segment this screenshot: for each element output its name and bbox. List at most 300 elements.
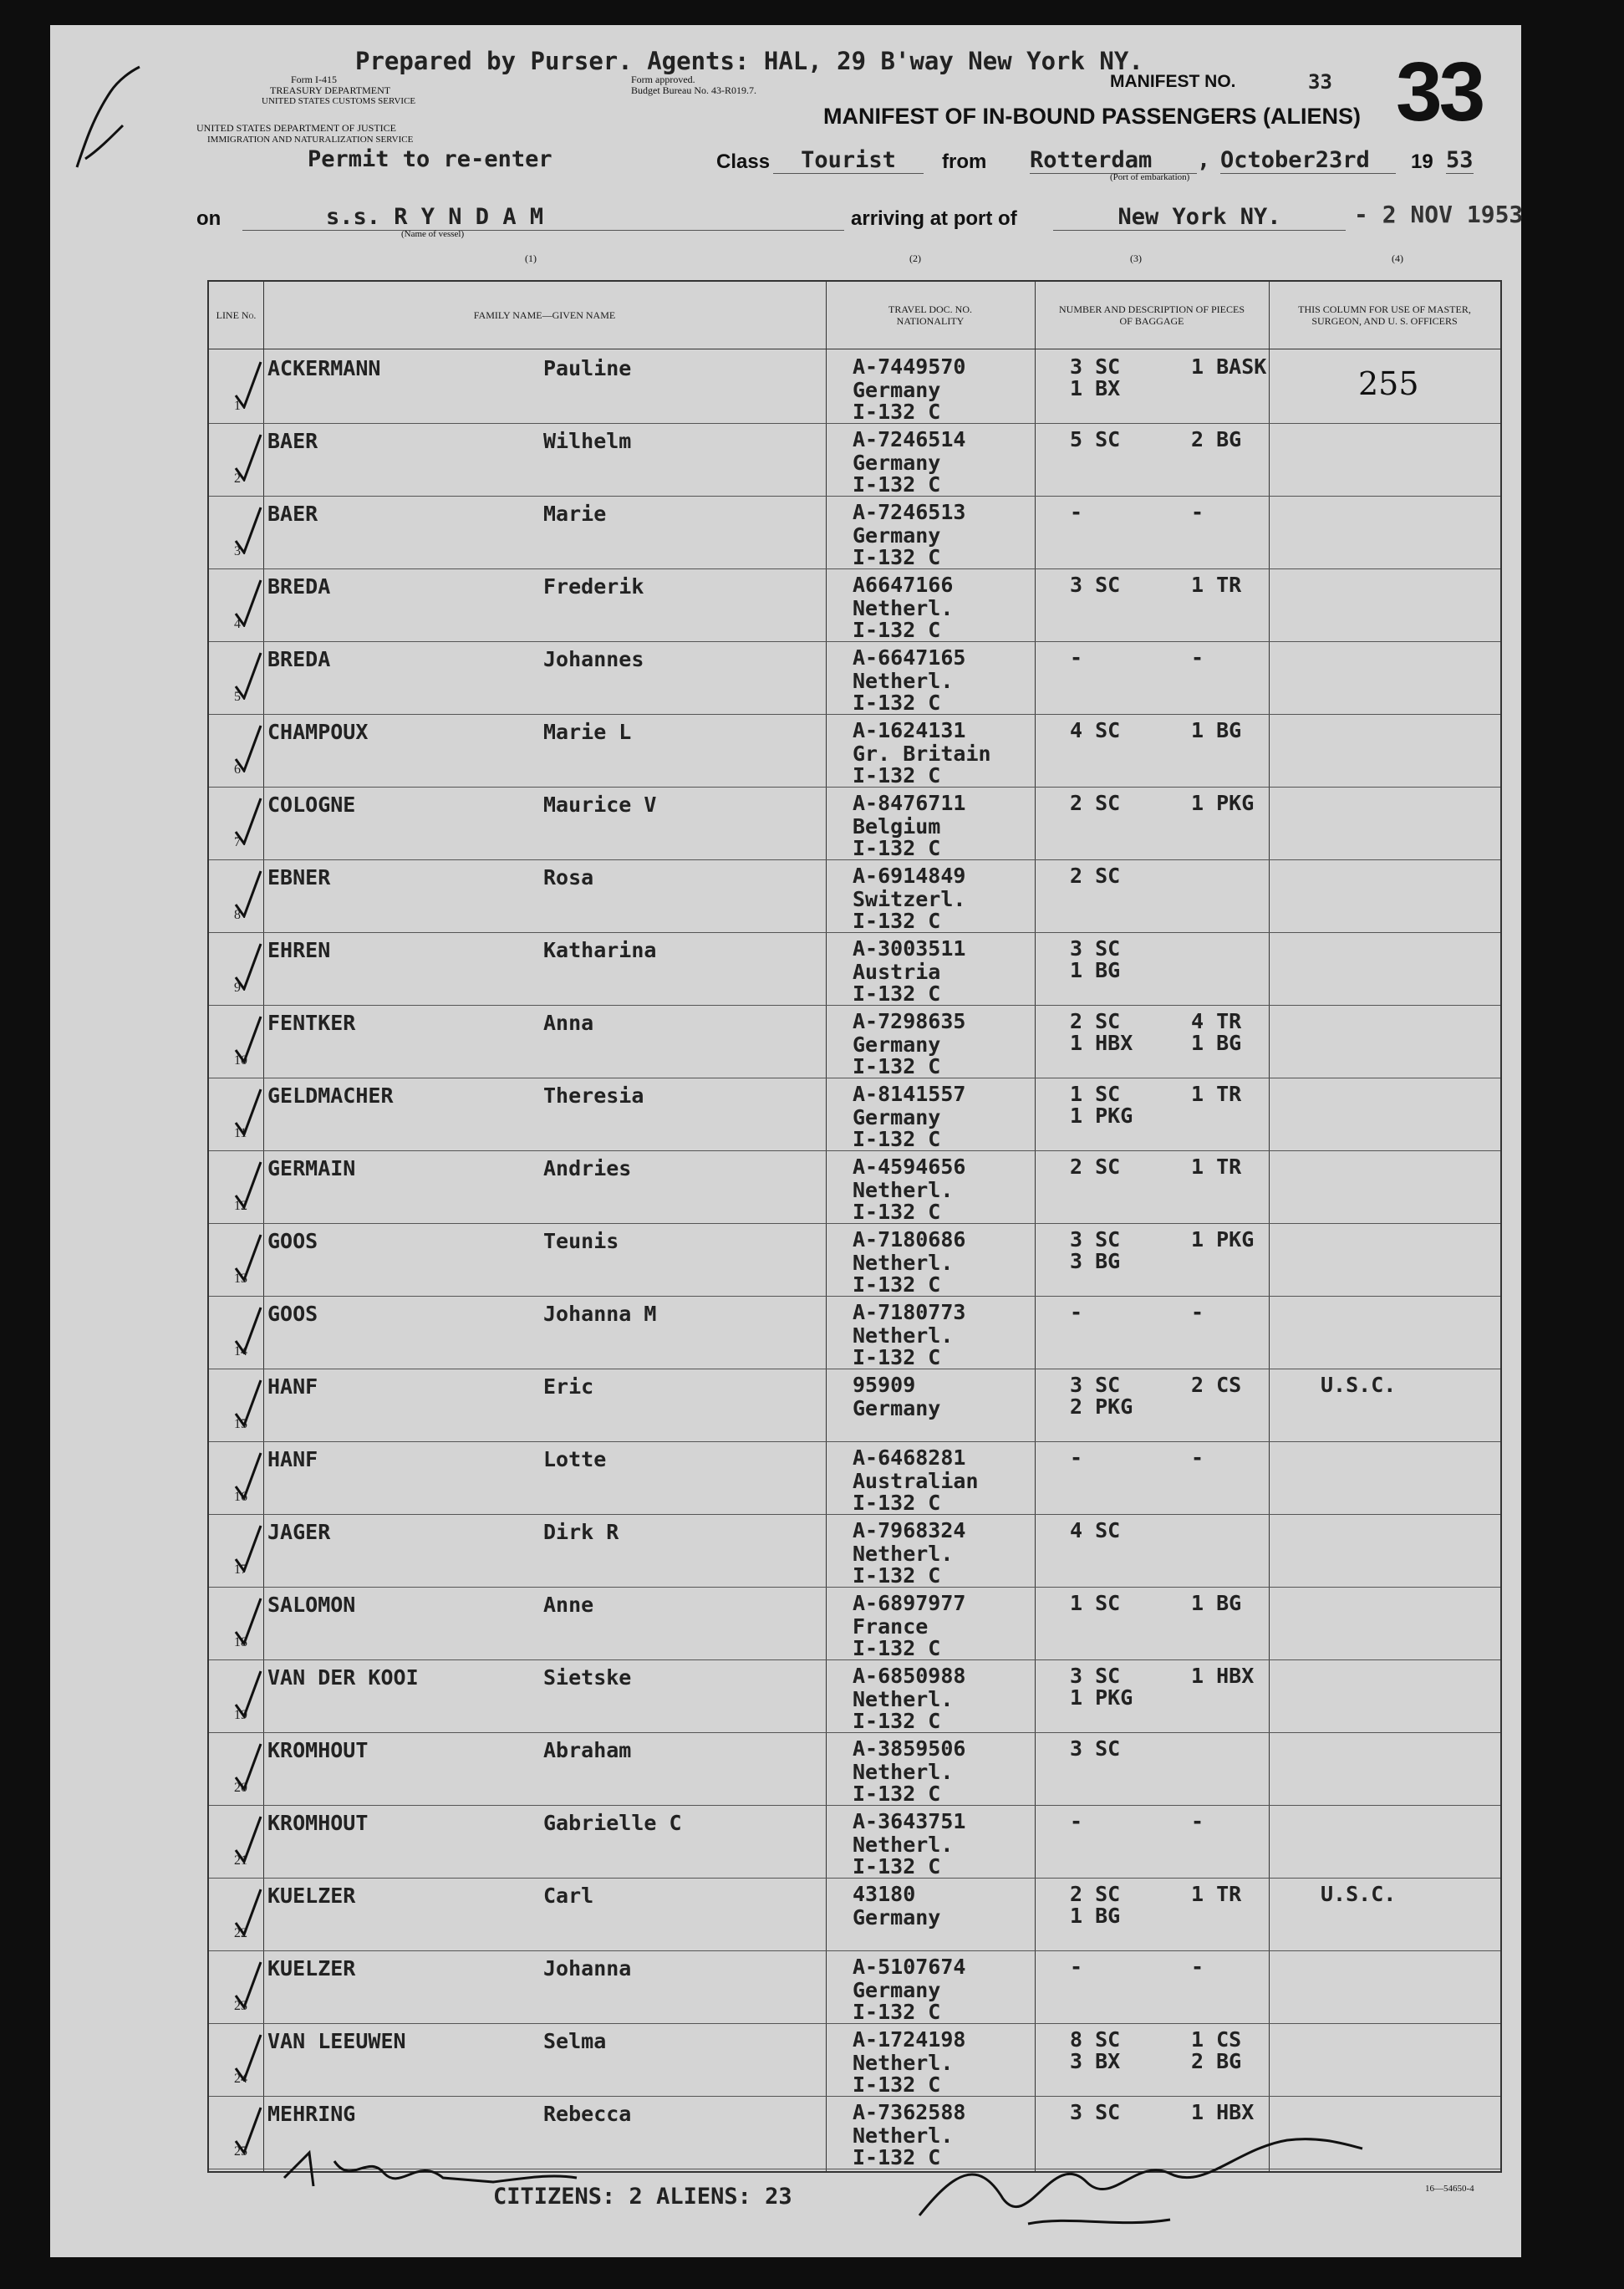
form-number: I-132 C (853, 1127, 941, 1151)
family-name: KUELZER (267, 1884, 356, 1908)
table-row (209, 1150, 1500, 1224)
baggage-col1: 5 SC (1070, 427, 1121, 451)
table-row (209, 1732, 1500, 1806)
nationality: Netherl. (853, 1833, 954, 1857)
given-name: Marie (543, 502, 607, 526)
table-row (209, 496, 1500, 569)
nationality: Austria (853, 960, 941, 984)
family-name: MEHRING (267, 2102, 356, 2126)
baggage-col2: 1 TR (1191, 1882, 1242, 1906)
baggage-col2-second: 1 BG (1191, 1031, 1242, 1055)
prepared-by-line: Prepared by Purser. Agents: HAL, 29 B'way New York NY. (355, 47, 1143, 75)
check-mark (232, 1813, 266, 1863)
travel-doc-number: A-6647165 (853, 645, 966, 670)
form-number: I-132 C (853, 400, 941, 424)
manifest-title: MANIFEST OF IN-BOUND PASSENGERS (ALIENS) (823, 104, 1362, 129)
check-mark (232, 1668, 266, 1718)
form-number: I-132 C (853, 1272, 941, 1297)
baggage-col1: 3 SC (1070, 354, 1121, 379)
nationality: Netherl. (853, 596, 954, 620)
nationality: Australian (853, 1469, 979, 1493)
header-family-name: FAMILY NAME—GIVEN NAME (473, 308, 616, 321)
form-number: I-132 C (853, 2000, 941, 2024)
given-name: Anne (543, 1593, 594, 1617)
given-name: Abraham (543, 1738, 632, 1762)
travel-doc-number: A-7180773 (853, 1300, 966, 1324)
line-number: 6 (234, 762, 241, 777)
baggage-col2: 1 PKG (1191, 1227, 1255, 1252)
baggage-col2: - (1191, 1300, 1204, 1324)
family-name: KUELZER (267, 1956, 356, 1981)
year-prefix: 19 (1411, 150, 1433, 173)
nationality: Switzerl. (853, 887, 966, 911)
nationality: France (853, 1614, 929, 1639)
travel-doc-number: A-8141557 (853, 1082, 966, 1106)
check-mark (232, 504, 266, 554)
baggage-col1-second: 1 PKG (1070, 1104, 1133, 1128)
officer-note: 255 (1358, 365, 1419, 402)
line-number: 11 (234, 1126, 247, 1140)
family-name: ACKERMANN (267, 356, 381, 380)
nationality: Netherl. (853, 1251, 954, 1275)
travel-doc-number: A-7298635 (853, 1009, 966, 1033)
baggage-col2: 4 TR (1191, 1009, 1242, 1033)
line-number: 23 (234, 1999, 247, 2013)
family-name: BREDA (267, 574, 331, 599)
arrival-date-stamp: - 2 NOV 1953 (1354, 201, 1524, 228)
table-row (209, 1950, 1500, 2024)
travel-doc-number: A-1724198 (853, 2027, 966, 2052)
given-name: Frederik (543, 574, 644, 599)
nationality: Germany (853, 1032, 941, 1057)
travel-doc-number: A-3003511 (853, 936, 966, 961)
family-name: BREDA (267, 647, 331, 671)
check-mark (232, 1959, 266, 2009)
given-name: Maurice V (543, 793, 657, 817)
customs-service: UNITED STATES CUSTOMS SERVICE (262, 96, 416, 106)
family-name: JAGER (267, 1520, 331, 1544)
check-mark (232, 359, 266, 409)
check-mark (232, 722, 266, 772)
form-number: I-132 C (853, 1491, 941, 1515)
nationality: Netherl. (853, 669, 954, 693)
table-row (209, 1441, 1500, 1515)
check-mark (232, 1377, 266, 1427)
check-mark (232, 2032, 266, 2082)
check-mark (232, 1159, 266, 1209)
ins-line: IMMIGRATION AND NATURALIZATION SERVICE (207, 135, 414, 145)
table-row (209, 2023, 1500, 2097)
travel-doc-number: A-7180686 (853, 1227, 966, 1252)
travel-doc-number: 43180 (853, 1882, 916, 1906)
form-number: I-132 C (853, 1636, 941, 1660)
line-number: 20 (234, 1781, 247, 1795)
family-name: EHREN (267, 938, 331, 962)
baggage-col1: - (1070, 645, 1083, 670)
given-name: Johannes (543, 647, 644, 671)
line-number: 14 (234, 1344, 247, 1359)
baggage-col1: 4 SC (1070, 718, 1121, 742)
baggage-col2: 1 HBX (1191, 2100, 1255, 2124)
given-name: Andries (543, 1156, 632, 1180)
check-mark (232, 1086, 266, 1136)
form-number: I-132 C (853, 1854, 941, 1879)
travel-doc-number: A-6850988 (853, 1664, 966, 1688)
line-number: 22 (234, 1926, 247, 1940)
line-number: 12 (234, 1199, 247, 1213)
passenger-table (207, 280, 1502, 2173)
header-travel-doc: TRAVEL DOC. NO. NATIONALITY (888, 303, 972, 327)
nationality: Germany (853, 1105, 941, 1129)
table-row (209, 423, 1500, 497)
nationality: Netherl. (853, 2051, 954, 2075)
baggage-col2: 1 PKG (1191, 791, 1255, 815)
form-number: I-132 C (853, 545, 941, 569)
form-number: I-132 C (853, 691, 941, 715)
baggage-col2: 1 HBX (1191, 1664, 1255, 1688)
baggage-col1: 3 SC (1070, 2100, 1121, 2124)
line-number: 5 (234, 690, 241, 704)
baggage-col1: 1 SC (1070, 1082, 1121, 1106)
doj-line: UNITED STATES DEPARTMENT OF JUSTICE (196, 122, 397, 134)
baggage-col2: 1 BG (1191, 718, 1242, 742)
baggage-col2: - (1191, 1445, 1204, 1470)
line-number: 4 (234, 617, 241, 631)
from-label: from (942, 150, 987, 173)
nationality: Netherl. (853, 1323, 954, 1348)
baggage-col2: 1 BASK (1191, 354, 1267, 379)
baggage-col1-second: 1 BX (1070, 376, 1121, 400)
baggage-col1-second: 1 BG (1070, 1904, 1121, 1928)
class-value: Tourist (773, 147, 924, 174)
nationality: Gr. Britain (853, 742, 991, 766)
line-number: 8 (234, 908, 241, 922)
check-mark (232, 1013, 266, 1063)
check-mark (232, 1304, 266, 1354)
check-mark (232, 431, 266, 482)
line-number: 9 (234, 981, 241, 995)
baggage-col2: 2 CS (1191, 1373, 1242, 1397)
table-row (209, 932, 1500, 1006)
port-embark-caption: (Port of embarkation) (1110, 172, 1190, 182)
baggage-col2: 1 TR (1191, 1082, 1242, 1106)
check-mark (232, 1231, 266, 1282)
given-name: Carl (543, 1884, 594, 1908)
baggage-col1: 8 SC (1070, 2027, 1121, 2052)
travel-doc-number: A-7246514 (853, 427, 966, 451)
form-number: I-132 C (853, 2072, 941, 2097)
baggage-col1-second: 2 PKG (1070, 1394, 1133, 1419)
table-row (209, 1296, 1500, 1369)
class-label: Class (716, 150, 771, 173)
family-name: COLOGNE (267, 793, 356, 817)
form-number: I-132 C (853, 763, 941, 788)
check-mark (232, 1886, 266, 1936)
line-number: 10 (234, 1053, 247, 1068)
family-name: SALOMON (267, 1593, 356, 1617)
check-mark (232, 650, 266, 700)
form-number: I-132 C (853, 1782, 941, 1806)
nationality: Netherl. (853, 2123, 954, 2148)
baggage-col1-second: 1 HBX (1070, 1031, 1133, 1055)
given-name: Rosa (543, 865, 594, 890)
table-row (209, 1659, 1500, 1733)
check-mark (232, 577, 266, 627)
nationality: Germany (853, 1905, 941, 1930)
travel-doc-number: A-6897977 (853, 1591, 966, 1615)
check-mark (232, 2104, 266, 2154)
form-number: I-132 C (853, 618, 941, 642)
family-name: BAER (267, 502, 318, 526)
family-name: VAN LEEUWEN (267, 2029, 406, 2053)
nationality: Netherl. (853, 1542, 954, 1566)
line-number: 1 (234, 399, 241, 413)
table-row (209, 350, 1500, 424)
comma: , (1197, 147, 1211, 173)
table-row (209, 1078, 1500, 1151)
from-value: Rotterdam (1030, 147, 1197, 174)
family-name: HANF (267, 1447, 318, 1471)
baggage-col1: 2 SC (1070, 864, 1121, 888)
table-row (209, 1223, 1500, 1297)
given-name: Wilhelm (543, 429, 632, 453)
baggage-col2: - (1191, 500, 1204, 524)
table-row (209, 1514, 1500, 1588)
form-number: I-132 C (853, 1709, 941, 1733)
baggage-col2: - (1191, 645, 1204, 670)
family-name: VAN DER KOOI (267, 1665, 419, 1690)
vessel-name: s.s. R Y N D A M (242, 204, 844, 231)
header-line-no: LINE No. (216, 308, 257, 321)
line-number: 3 (234, 544, 241, 558)
baggage-col2: - (1191, 1809, 1204, 1833)
family-name: HANF (267, 1374, 318, 1399)
given-name: Johanna M (543, 1302, 657, 1326)
form-number: I-132 C (853, 836, 941, 860)
family-name: EBNER (267, 865, 331, 890)
family-name: BAER (267, 429, 318, 453)
travel-doc-number: A-3643751 (853, 1809, 966, 1833)
manifest-no-big: 33 (1396, 45, 1483, 139)
inspector-signature (276, 2136, 861, 2203)
table-row (209, 1878, 1500, 1951)
nationality: Germany (853, 523, 941, 548)
baggage-col1: 3 SC (1070, 1373, 1121, 1397)
table-row (209, 1005, 1500, 1078)
travel-doc-number: A-8476711 (853, 791, 966, 815)
baggage-col1: 2 SC (1070, 1882, 1121, 1906)
line-number: 17 (234, 1563, 247, 1577)
header-officers: THIS COLUMN FOR USE OF MASTER, SURGEON, AND U. S. OFFICERS (1298, 303, 1471, 327)
given-name: Selma (543, 2029, 607, 2053)
officer-signature (903, 2123, 1371, 2241)
nationality: Netherl. (853, 1178, 954, 1202)
family-name: KROMHOUT (267, 1738, 369, 1762)
line-number: 18 (234, 1635, 247, 1649)
given-name: Pauline (543, 356, 632, 380)
family-name: KROMHOUT (267, 1811, 369, 1835)
family-name: GOOS (267, 1302, 318, 1326)
table-row (209, 859, 1500, 933)
line-number: 2 (234, 472, 241, 486)
check-mark (232, 795, 266, 845)
given-name: Marie L (543, 720, 632, 744)
treasury-dept: TREASURY DEPARTMENT (270, 84, 391, 96)
travel-doc-number: A-6468281 (853, 1445, 966, 1470)
given-name: Dirk R (543, 1520, 619, 1544)
baggage-col1-second: 3 BG (1070, 1249, 1121, 1273)
form-number: I-132 C (853, 472, 941, 497)
baggage-col1: 4 SC (1070, 1518, 1121, 1542)
form-number: I-132 C (853, 1054, 941, 1078)
travel-doc-number: A-6914849 (853, 864, 966, 888)
baggage-col1: - (1070, 1955, 1083, 1979)
baggage-col1: 2 SC (1070, 1155, 1121, 1179)
baggage-col1: 3 SC (1070, 1664, 1121, 1688)
baggage-col1: 3 SC (1070, 1736, 1121, 1761)
corner-signature (60, 59, 160, 176)
col-num-1: (1) (525, 252, 537, 264)
given-name: Lotte (543, 1447, 607, 1471)
table-row (209, 1805, 1500, 1879)
line-number: 21 (234, 1853, 247, 1868)
travel-doc-number: A-7362588 (853, 2100, 966, 2124)
baggage-col1-second: 3 BX (1070, 2049, 1121, 2073)
given-name: Sietske (543, 1665, 632, 1690)
baggage-col1: 2 SC (1070, 791, 1121, 815)
check-mark (232, 1595, 266, 1645)
travel-doc-number: A-7968324 (853, 1518, 966, 1542)
table-row (209, 568, 1500, 642)
travel-doc-number: A-5107674 (853, 1955, 966, 1979)
family-name: GELDMACHER (267, 1083, 394, 1108)
family-name: CHAMPOUX (267, 720, 369, 744)
nationality: Belgium (853, 814, 941, 839)
baggage-col2: 1 CS (1191, 2027, 1242, 2052)
travel-doc-number: A-4594656 (853, 1155, 966, 1179)
travel-doc-number: A-7449570 (853, 354, 966, 379)
given-name: Teunis (543, 1229, 619, 1253)
check-mark (232, 941, 266, 991)
nationality: Germany (853, 378, 941, 402)
baggage-col1: 2 SC (1070, 1009, 1121, 1033)
form-number: I-132 C (853, 1563, 941, 1588)
family-name: GOOS (267, 1229, 318, 1253)
line-number: 25 (234, 2144, 247, 2159)
travel-doc-number: A-1624131 (853, 718, 966, 742)
officer-note-cell: U.S.C. (1321, 1882, 1397, 1906)
table-row (209, 1369, 1500, 1442)
line-number: 16 (234, 1490, 247, 1504)
departure-date: October23rd (1220, 147, 1396, 174)
baggage-col1: - (1070, 1445, 1083, 1470)
travel-doc-number: A6647166 (853, 573, 954, 597)
on-label: on (196, 207, 221, 230)
family-name: GERMAIN (267, 1156, 356, 1180)
check-mark (232, 1741, 266, 1791)
line-number: 13 (234, 1272, 247, 1286)
table-row (209, 641, 1500, 715)
line-number: 15 (234, 1417, 247, 1431)
given-name: Johanna (543, 1956, 632, 1981)
nationality: Netherl. (853, 1760, 954, 1784)
nationality: Germany (853, 1978, 941, 2002)
form-number: I-132 C (853, 981, 941, 1006)
arrival-port: New York NY. (1053, 204, 1346, 231)
baggage-col1: - (1070, 1300, 1083, 1324)
baggage-col1: 3 SC (1070, 936, 1121, 961)
manifest-no-small: 33 (1308, 70, 1332, 94)
budget-bureau: Budget Bureau No. 43-R019.7. (631, 84, 756, 96)
travel-doc-number: A-3859506 (853, 1736, 966, 1761)
baggage-col1: 3 SC (1070, 573, 1121, 597)
table-row (209, 714, 1500, 788)
form-number: Form I-415 (291, 74, 337, 85)
col-num-3: (3) (1130, 252, 1142, 264)
line-number: 24 (234, 2072, 247, 2086)
given-name: Rebecca (543, 2102, 632, 2126)
form-number: I-132 C (853, 2145, 941, 2169)
form-code: 16—54650-4 (1425, 2184, 1474, 2194)
given-name: Anna (543, 1011, 594, 1035)
check-mark (232, 1522, 266, 1573)
vessel-caption: (Name of vessel) (401, 229, 465, 239)
given-name: Eric (543, 1374, 594, 1399)
form-number: I-132 C (853, 909, 941, 933)
form-number: I-132 C (853, 1200, 941, 1224)
baggage-col1-second: 1 PKG (1070, 1685, 1133, 1710)
baggage-col2: 1 TR (1191, 1155, 1242, 1179)
nationality: Germany (853, 1396, 941, 1420)
table-row (209, 1587, 1500, 1660)
check-mark (232, 868, 266, 918)
baggage-col2: 1 TR (1191, 573, 1242, 597)
baggage-col2: 2 BG (1191, 427, 1242, 451)
nationality: Netherl. (853, 1687, 954, 1711)
baggage-col1: 3 SC (1070, 1227, 1121, 1252)
line-number: 7 (234, 835, 241, 849)
col-num-4: (4) (1392, 252, 1403, 264)
nationality: Germany (853, 451, 941, 475)
baggage-col2: 1 BG (1191, 1591, 1242, 1615)
totals-line: CITIZENS: 2 ALIENS: 23 (493, 2184, 792, 2210)
line-number: 19 (234, 1708, 247, 1722)
arriving-label: arriving at port of (851, 207, 1017, 230)
manifest-no-label: MANIFEST NO. (1110, 72, 1236, 91)
form-number: I-132 C (853, 1345, 941, 1369)
header-baggage: NUMBER AND DESCRIPTION OF PIECES OF BAGGAGE (1058, 303, 1245, 327)
form-approved: Form approved. (631, 74, 695, 85)
col-num-2: (2) (909, 252, 921, 264)
baggage-col2: - (1191, 1955, 1204, 1979)
given-name: Theresia (543, 1083, 644, 1108)
baggage-col1-second: 1 BG (1070, 958, 1121, 982)
given-name: Gabrielle C (543, 1811, 682, 1835)
baggage-col1: 1 SC (1070, 1591, 1121, 1615)
officer-note-cell: U.S.C. (1321, 1373, 1397, 1397)
baggage-col1: - (1070, 500, 1083, 524)
check-mark (232, 1450, 266, 1500)
travel-doc-number: 95909 (853, 1373, 916, 1397)
baggage-col1: - (1070, 1809, 1083, 1833)
given-name: Katharina (543, 938, 657, 962)
year-value: 53 (1446, 147, 1474, 173)
family-name: FENTKER (267, 1011, 356, 1035)
baggage-col2-second: 2 BG (1191, 2049, 1242, 2073)
table-row (209, 787, 1500, 860)
permit-line: Permit to re-enter (308, 146, 552, 172)
travel-doc-number: A-7246513 (853, 500, 966, 524)
